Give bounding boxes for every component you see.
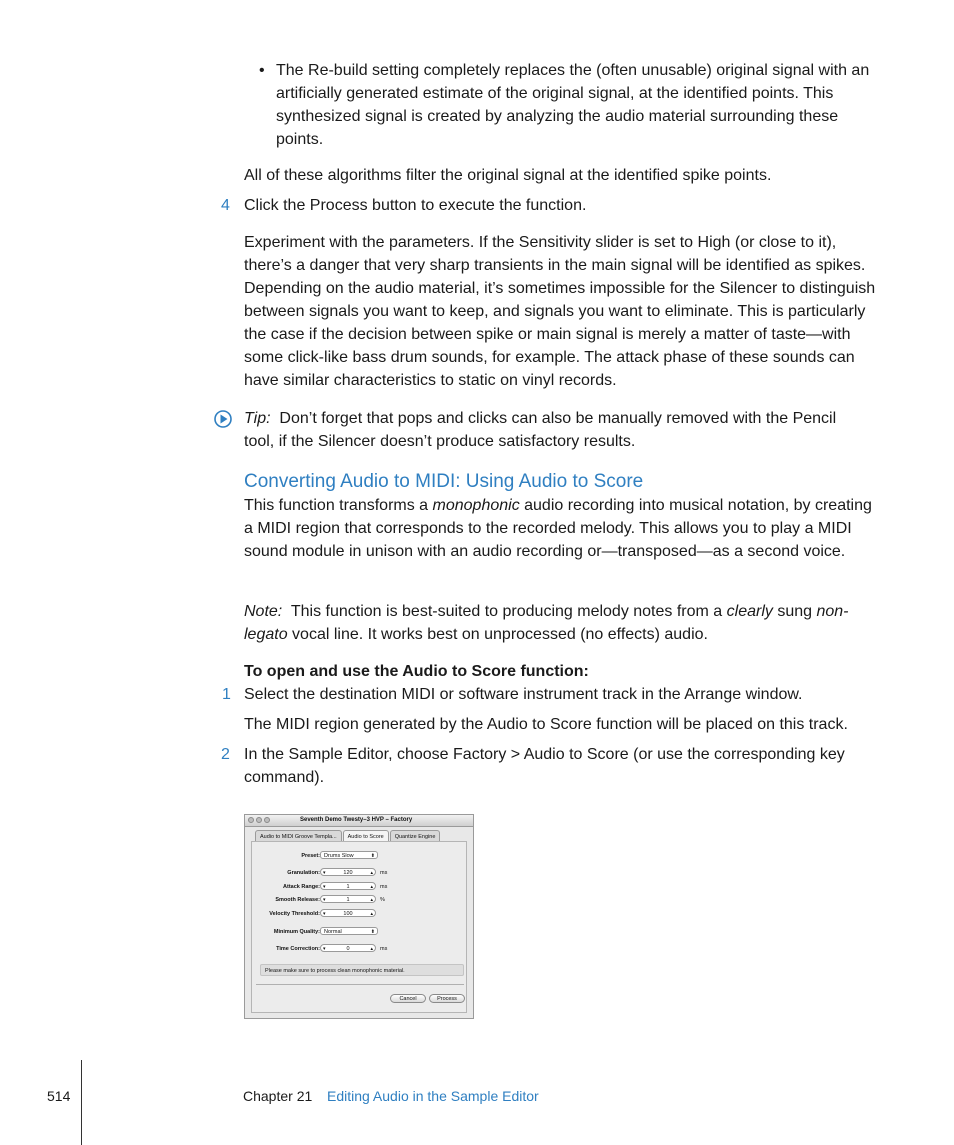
step-2-text: In the Sample Editor, choose Factory > Audio to Score (or use the corresponding key command). [244,746,845,786]
audio-to-score-window [244,814,474,1019]
close-icon[interactable] [248,817,254,823]
decrement-icon[interactable]: ▾ [323,946,326,952]
note-text-1: This function is best-suited to producing melody notes from a [290,603,727,620]
time-correction-value: 0 [346,946,350,952]
tab-quantize-engine[interactable]: Quantize Engine [390,830,441,842]
tab-audio-to-score[interactable]: Audio to Score [343,830,389,842]
note-text-3: vocal line. It works best on unprocessed (no effects) audio. [287,626,708,643]
procedure-lead: To open and use the Audio to Score function: [244,663,589,680]
note-label: Note: [244,603,283,620]
time-correction-unit: ms [380,946,388,952]
tab-groove-templates[interactable]: Audio to MIDI Groove Templa... [255,830,342,842]
decrement-icon[interactable]: ▾ [323,884,326,890]
intro-italic: monophonic [432,497,520,514]
decrement-icon[interactable]: ▾ [323,897,326,903]
smooth-release-value: 1 [346,897,350,903]
intro-paragraph [244,494,876,563]
tip-text: Don’t forget that pops and clicks can also be manually removed with the Pencil tool, if the Silencer doesn’t produce satisfactory results. [244,410,837,450]
footer-chapter-title: Editing Audio in the Sample Editor [327,1088,539,1104]
increment-icon[interactable]: ▴ [370,884,373,890]
experiment-paragraph: Experiment with the parameters. If the Sensitivity slider is set to High (or close to it), there’s a danger that very sharp transients in the main signal will be identified as spikes. Depending on the audio material, it’s sometimes impossible for the Silencer to distinguish between signals you want to keep, and signals you want to eliminate. This is particularly the case if the decision between spike or main signal is merely a matter of taste—with some click-like bass drum sounds, for example. The attack phase of these sounds can have similar characteristics to static on vinyl records. [244,234,876,389]
increment-icon[interactable]: ▴ [370,946,373,952]
minimum-quality-label: Minimum Quality: [273,929,320,935]
popup-arrows-icon: ⬍ [370,929,375,935]
footer-chapter: Chapter 21 [243,1088,313,1104]
zoom-icon[interactable] [264,817,270,823]
preset-value: Drums Slow [324,853,354,859]
attack-range-unit: ms [380,884,388,890]
section-heading: Converting Audio to MIDI: Using Audio to Score [244,471,644,492]
minimize-icon[interactable] [256,817,262,823]
preset-popup[interactable] [320,851,378,859]
velocity-threshold-value: 100 [343,911,353,917]
increment-icon[interactable]: ▴ [370,897,373,903]
smooth-release-unit: % [380,897,385,903]
note-italic-1: clearly [726,603,773,620]
footer-rule [81,1060,82,1145]
step-number-4: 4 [221,197,230,214]
note-italic-2: non-legato [244,603,849,643]
intro-text-before: This function transforms a [244,497,433,514]
attack-range-value: 1 [346,884,350,890]
preset-label: Preset: [301,853,320,859]
increment-icon[interactable]: ▴ [370,870,373,876]
settings-panel [251,841,467,1013]
step-number-1: 1 [222,686,231,703]
time-correction-stepper[interactable] [320,944,376,952]
separator [256,984,464,985]
step-4-text: Click the Process button to execute the function. [244,197,587,214]
smooth-release-label: Smooth Release: [275,897,320,903]
decrement-icon[interactable]: ▾ [323,911,326,917]
step-number-2: 2 [221,746,230,763]
note-text-2: sung [772,603,817,620]
decrement-icon[interactable]: ▾ [323,870,326,876]
tip-paragraph [244,407,864,453]
popup-arrows-icon: ⬍ [370,853,375,859]
page-number: 514 [47,1088,71,1104]
cancel-button[interactable]: Cancel [390,994,426,1003]
step-1-result: The MIDI region generated by the Audio to Score function will be placed on this track. [244,716,848,733]
granulation-value: 120 [343,870,353,876]
bullet-rebuild-text: The Re-build setting completely replaces the (often unusable) original signal with an artificially generated estimate of the original signal, at the identified points. This synthesized signal is created by analyzing the audio material surrounding these points. [276,62,870,148]
smooth-release-stepper[interactable] [320,895,376,903]
note-paragraph [244,600,864,646]
tip-label: Tip: [244,410,271,427]
step-1-text: Select the destination MIDI or software instrument track in the Arrange window. [244,686,803,703]
minimum-quality-value: Normal [324,929,342,935]
attack-range-stepper[interactable] [320,882,376,890]
bullet-marker: • [259,62,265,79]
info-message: Please make sure to process clean monophonic material. [260,964,464,976]
window-titlebar [245,815,473,827]
time-correction-label: Time Correction: [276,946,320,952]
tip-arrow-icon [214,410,232,428]
intro-text-after: audio recording into musical notation, by creating a MIDI region that corresponds to the recorded melody. This allows you to play a MIDI sound module in unison with an audio recording or—transposed—as a second voice. [244,497,872,560]
granulation-stepper[interactable] [320,868,376,876]
velocity-threshold-stepper[interactable] [320,909,376,917]
window-title: Seventh Demo Twesty–3 HVP – Factory [300,817,413,823]
velocity-threshold-label: Velocity Threshold: [269,911,320,917]
increment-icon[interactable]: ▴ [370,911,373,917]
process-button[interactable]: Process [429,994,465,1003]
algorithms-paragraph: All of these algorithms filter the original signal at the identified spike points. [244,167,772,184]
granulation-label: Granulation: [287,870,320,876]
granulation-unit: ms [380,870,388,876]
minimum-quality-popup[interactable] [320,927,378,935]
attack-range-label: Attack Range: [283,884,320,890]
